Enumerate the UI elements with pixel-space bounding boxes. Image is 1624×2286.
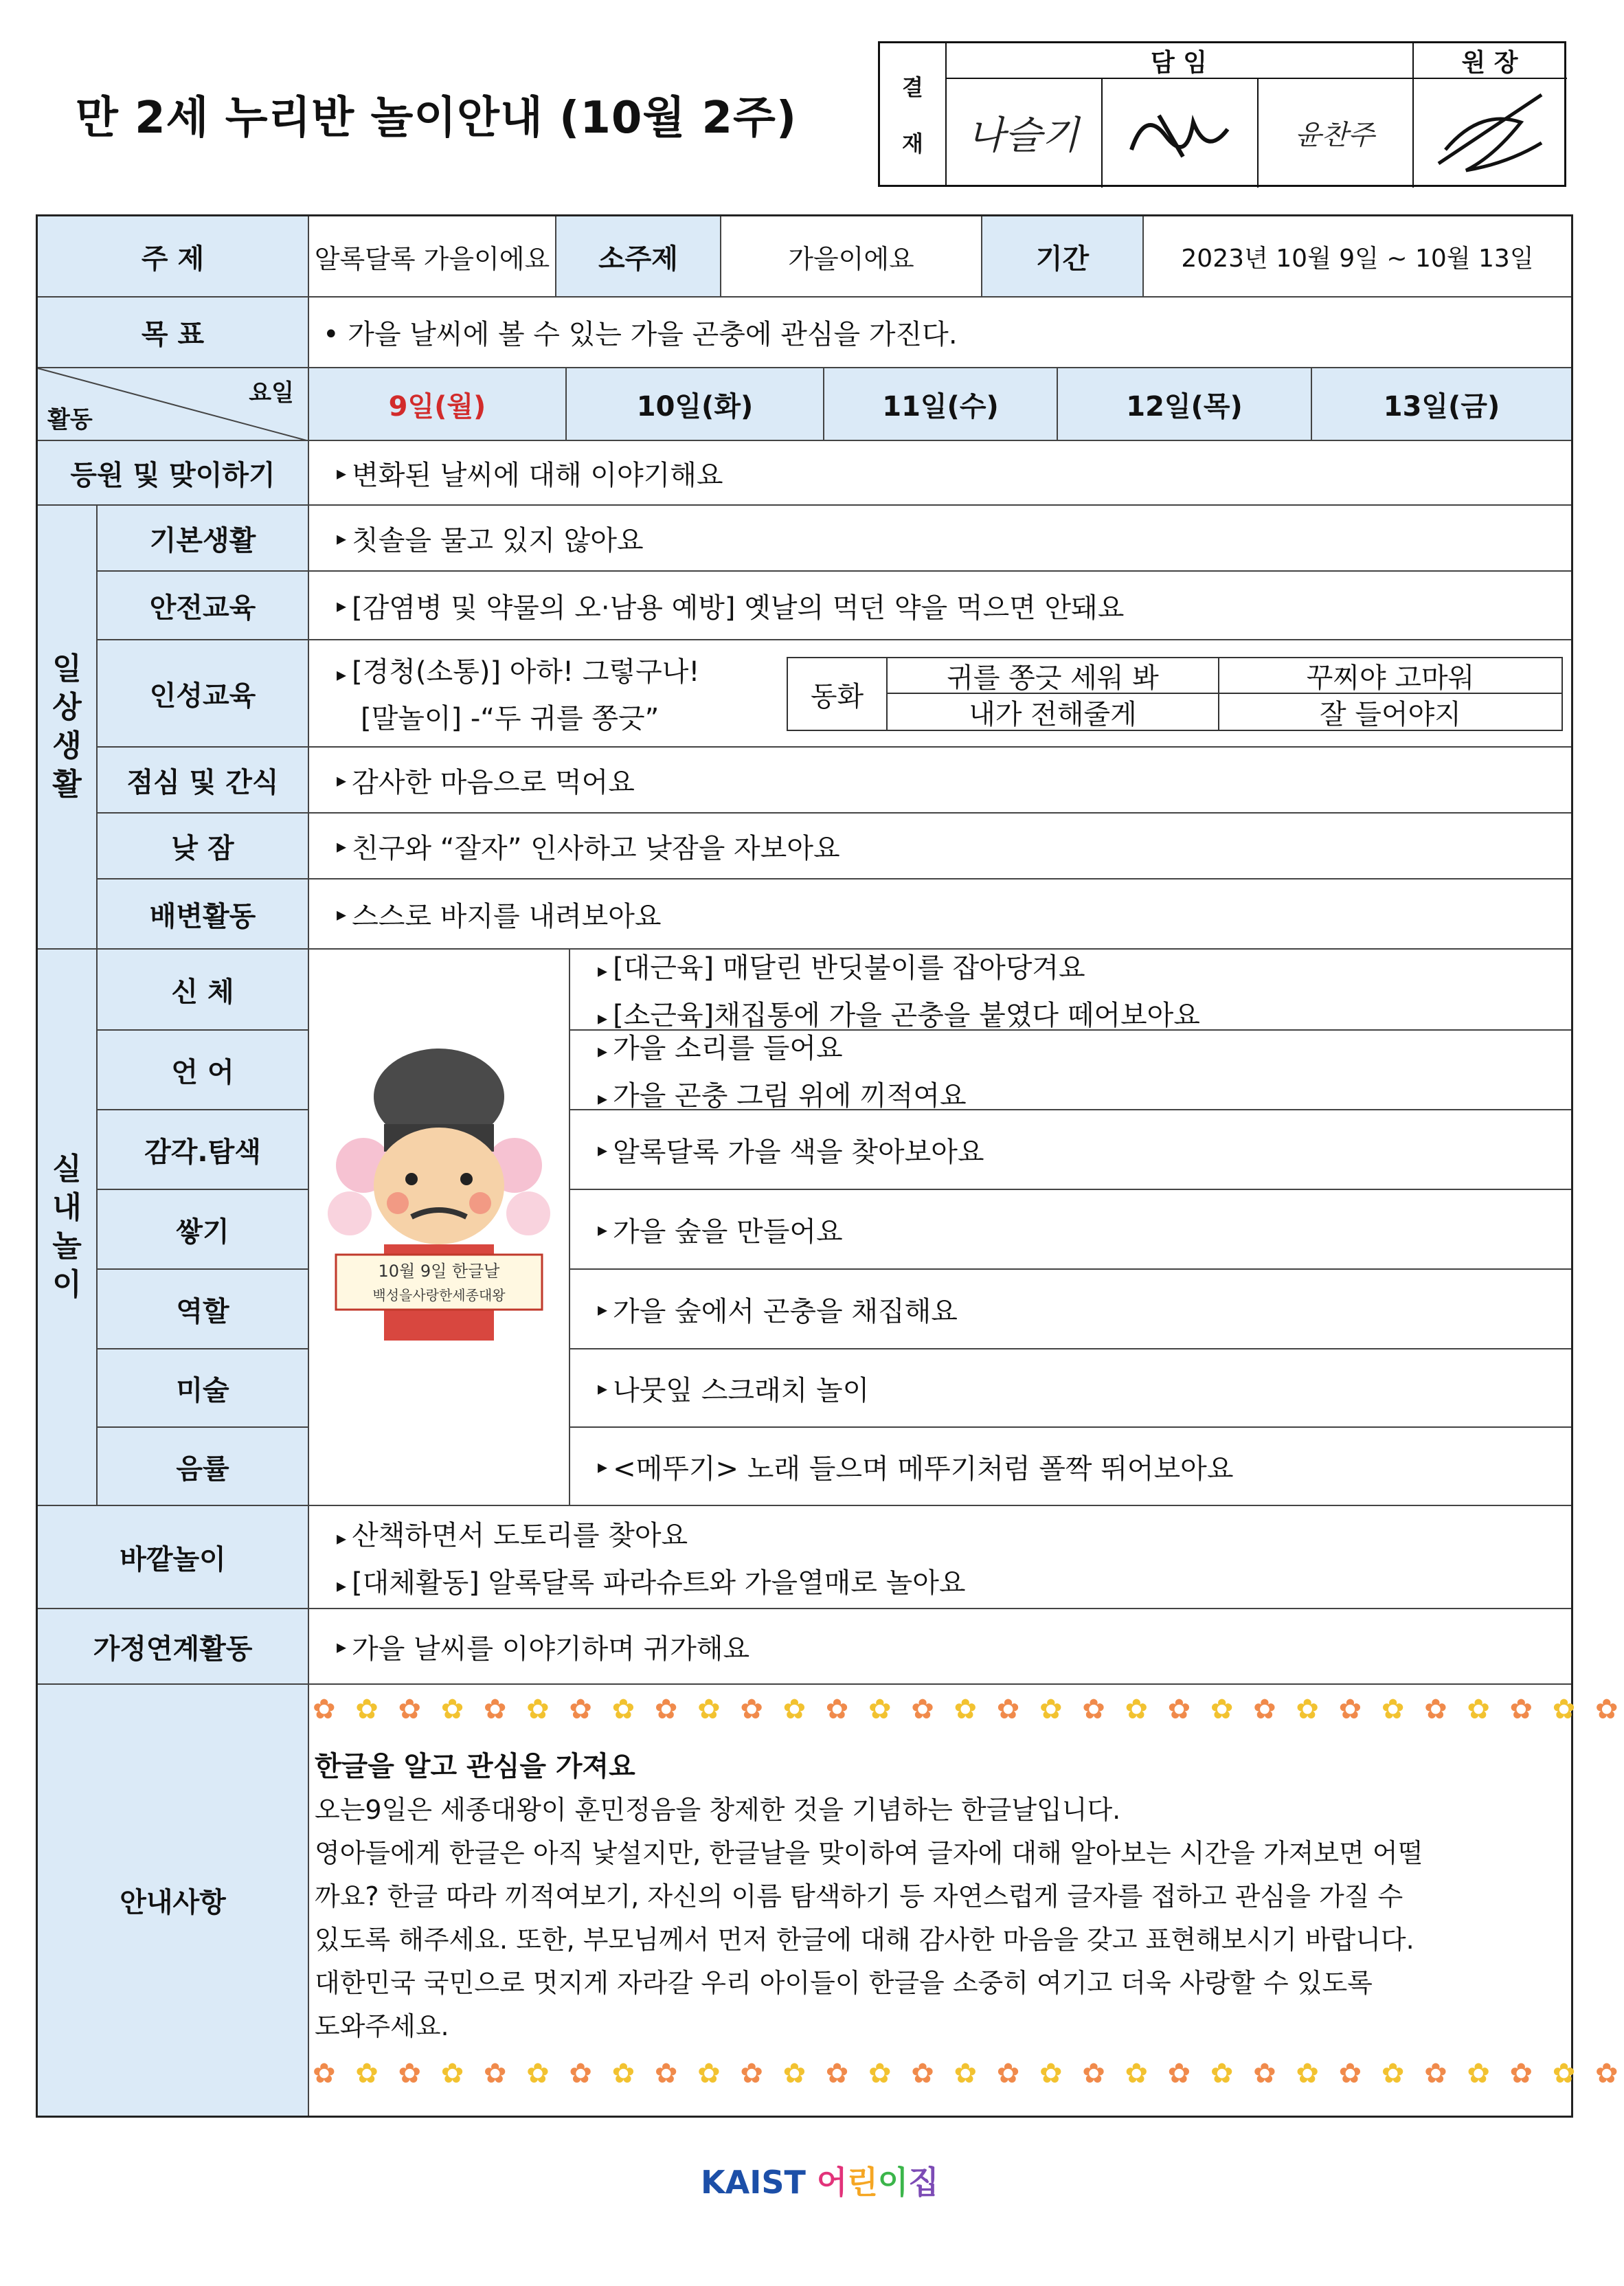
story-item-2: 꾸찌야 고마워 [1219, 658, 1561, 694]
hangul-day-image [309, 950, 570, 1506]
physical-label: 신 체 [98, 950, 309, 1031]
toilet-label: 배변활동 [98, 879, 309, 950]
arrival-text: ▸ 변화된 날씨에 대해 이야기해요 [309, 441, 1571, 506]
blocks-label: 쌓기 [98, 1190, 309, 1270]
approval-director-label: 원 장 [1412, 43, 1567, 79]
music-label: 음률 [98, 1428, 309, 1506]
home-link-text: ▸ 가을 날씨를 이야기하며 귀가해요 [309, 1609, 1571, 1685]
safety-label: 안전교육 [98, 572, 309, 640]
character-label: 인성교육 [98, 640, 309, 748]
goal-value: • 가을 날씨에 볼 수 있는 가을 곤충에 관심을 가진다. [309, 298, 1571, 368]
goal-label: 목 표 [38, 298, 309, 368]
signature-cell-3: 윤찬주 [1257, 78, 1414, 188]
director-signature-scribble [1425, 81, 1555, 184]
outdoor-label: 바깥놀이 [38, 1506, 309, 1609]
flower-border-top: ✿ ✿ ✿ ✿ ✿ ✿ ✿ ✿ ✿ ✿ ✿ ✿ ✿ ✿ ✿ ✿ ✿ ✿ ✿ ✿ ✿ ✿ ✿ ✿ ✿ ✿ ✿ ✿ ✿ ✿ ✿ [313, 1694, 1624, 1725]
kaist-daycare-logo: KAIST 어린이집 [701, 2164, 939, 2201]
signature-cell-1: 나슬기 [945, 78, 1103, 188]
character-line-1: ▸ [경청(소통)] 아하! 그렇구나! [337, 650, 699, 689]
language-text: ▸ 가을 소리를 들어요 ▸ 가을 곤충 그림 위에 끼적여요 [570, 1031, 1571, 1110]
blocks-text: ▸ 가을 숲을 만들어요 [570, 1190, 1571, 1270]
approval-side-label: 결 재 [880, 43, 947, 185]
indoor-play-section: 실 내 놀 이 [38, 950, 98, 1506]
day-mon: 9일(월) [309, 368, 567, 441]
character-cell [309, 640, 1571, 748]
subtheme-label: 소주제 [556, 216, 721, 298]
notice-text: 한글을 알고 관심을 가져요 오는9일은 세종대왕이 훈민정음을 창제한 것을 기념하는 한글날입니다. 영아들에게 한글은 아직 낯설지만, 한글날을 맞이하여 글자에 대해 알아보는 시간을 가져보면 어떨 까요? 한글 따라 끼적여보기, 자신의 이름 탐색하기 등 자연스럽게 글자를 접하고 관심을 가질 수 있도록 해주세요. 또한, 부모님께서 먼저 한글에 대해 감사한 마음을 갖고 표현해보시기 바랍니다. 대한민국 국민으로 멋지게 자라갈 우리 아이들이 한글을 소중히 여기고 더욱 사랑할 수 있도록 도와주세요. [315, 1745, 1423, 2048]
language-label: 언 어 [98, 1031, 309, 1110]
sensory-label: 감각.탐색 [98, 1110, 309, 1190]
basic-life-label: 기본생활 [98, 506, 309, 572]
physical-text: ▸ [대근육] 매달린 반딧불이를 잡아당겨요 ▸ [소근육]채집통에 가을 곤충을 붙였다 떼어보아요 [570, 950, 1571, 1031]
story-item-4: 잘 들어야지 [1320, 698, 1461, 730]
nap-label: 낮 잠 [98, 814, 309, 879]
day-corner: 요일 활동 [38, 368, 309, 441]
day-fri: 13일(금) [1312, 368, 1571, 441]
home-link-label: 가정연계활동 [38, 1609, 309, 1685]
role-play-label: 역할 [98, 1270, 309, 1349]
toilet-text: ▸ 스스로 바지를 내려보아요 [309, 879, 1571, 950]
signature-scribble [1118, 95, 1241, 170]
period-label: 기간 [982, 216, 1144, 298]
svg-text:10월 9일 한글날: 10월 9일 한글날 [378, 1262, 500, 1281]
sensory-text: ▸ 알록달록 가을 색을 찾아보아요 [570, 1110, 1571, 1190]
page-title: 만 2세 누리반 놀이안내 (10월 2주) [76, 93, 798, 144]
lunch-label: 점심 및 간식 [98, 748, 309, 814]
notice-title: 한글을 알고 관심을 가져요 [315, 1751, 635, 1782]
story-item-1: 귀를 쫑긋 세워 봐 [888, 658, 1219, 694]
day-tue: 10일(화) [567, 368, 824, 441]
story-label: 동화 [788, 658, 888, 730]
period-value: 2023년 10월 9일 ~ 10월 13일 [1144, 216, 1571, 298]
basic-life-text: ▸ 칫솔을 물고 있지 않아요 [309, 506, 1571, 572]
notice-label: 안내사항 [38, 1685, 309, 2116]
day-thu: 12일(목) [1058, 368, 1312, 441]
art-label: 미술 [98, 1349, 309, 1428]
story-table [787, 657, 1563, 731]
lunch-text: ▸ 감사한 마음으로 먹어요 [309, 748, 1571, 814]
character-line-2: [말놀이] -“두 귀를 쫑긋” [361, 703, 659, 735]
approval-teacher-label: 담 임 [945, 43, 1414, 79]
plan-table [36, 214, 1624, 2118]
arrival-label: 등원 및 맞이하기 [38, 441, 309, 506]
outdoor-text: ▸ 산책하면서 도토리를 찾아요 ▸ [대체활동] 알록달록 파라슈트와 가을열매로 놀아요 [309, 1506, 1571, 1609]
art-text: ▸ 나뭇잎 스크래치 놀이 [570, 1349, 1571, 1428]
theme-value: 알록달록 가을이에요 [309, 216, 556, 298]
daily-life-section: 일 상 생 활 [38, 506, 98, 950]
story-item-3: 내가 전해줄게 [888, 694, 1219, 730]
svg-text:백성을사랑한세종대왕: 백성을사랑한세종대왕 [372, 1287, 506, 1303]
day-wed: 11일(수) [824, 368, 1058, 441]
nap-text: ▸ 친구와 “잘자” 인사하고 낮잠을 자보아요 [309, 814, 1571, 879]
safety-text: ▸ [감염병 및 약물의 오·남용 예방] 옛날의 먹던 약을 먹으면 안돼요 [309, 572, 1571, 640]
music-text: ▸ <메뚜기> 노래 들으며 메뚜기처럼 폴짝 뛰어보아요 [570, 1428, 1571, 1506]
role-play-text: ▸ 가을 숲에서 곤충을 채집해요 [570, 1270, 1571, 1349]
king-sejong-illustration [322, 1049, 556, 1406]
theme-label: 주 제 [38, 216, 309, 298]
flower-border-bottom: ✿ ✿ ✿ ✿ ✿ ✿ ✿ ✿ ✿ ✿ ✿ ✿ ✿ ✿ ✿ ✿ ✿ ✿ ✿ ✿ ✿ ✿ ✿ ✿ ✿ ✿ ✿ ✿ ✿ ✿ ✿ [313, 2058, 1624, 2089]
subtheme-value: 가을이에요 [721, 216, 982, 298]
signature-cell-director [1412, 78, 1567, 188]
signature-cell-2 [1101, 78, 1259, 188]
approval-box [878, 41, 1566, 187]
